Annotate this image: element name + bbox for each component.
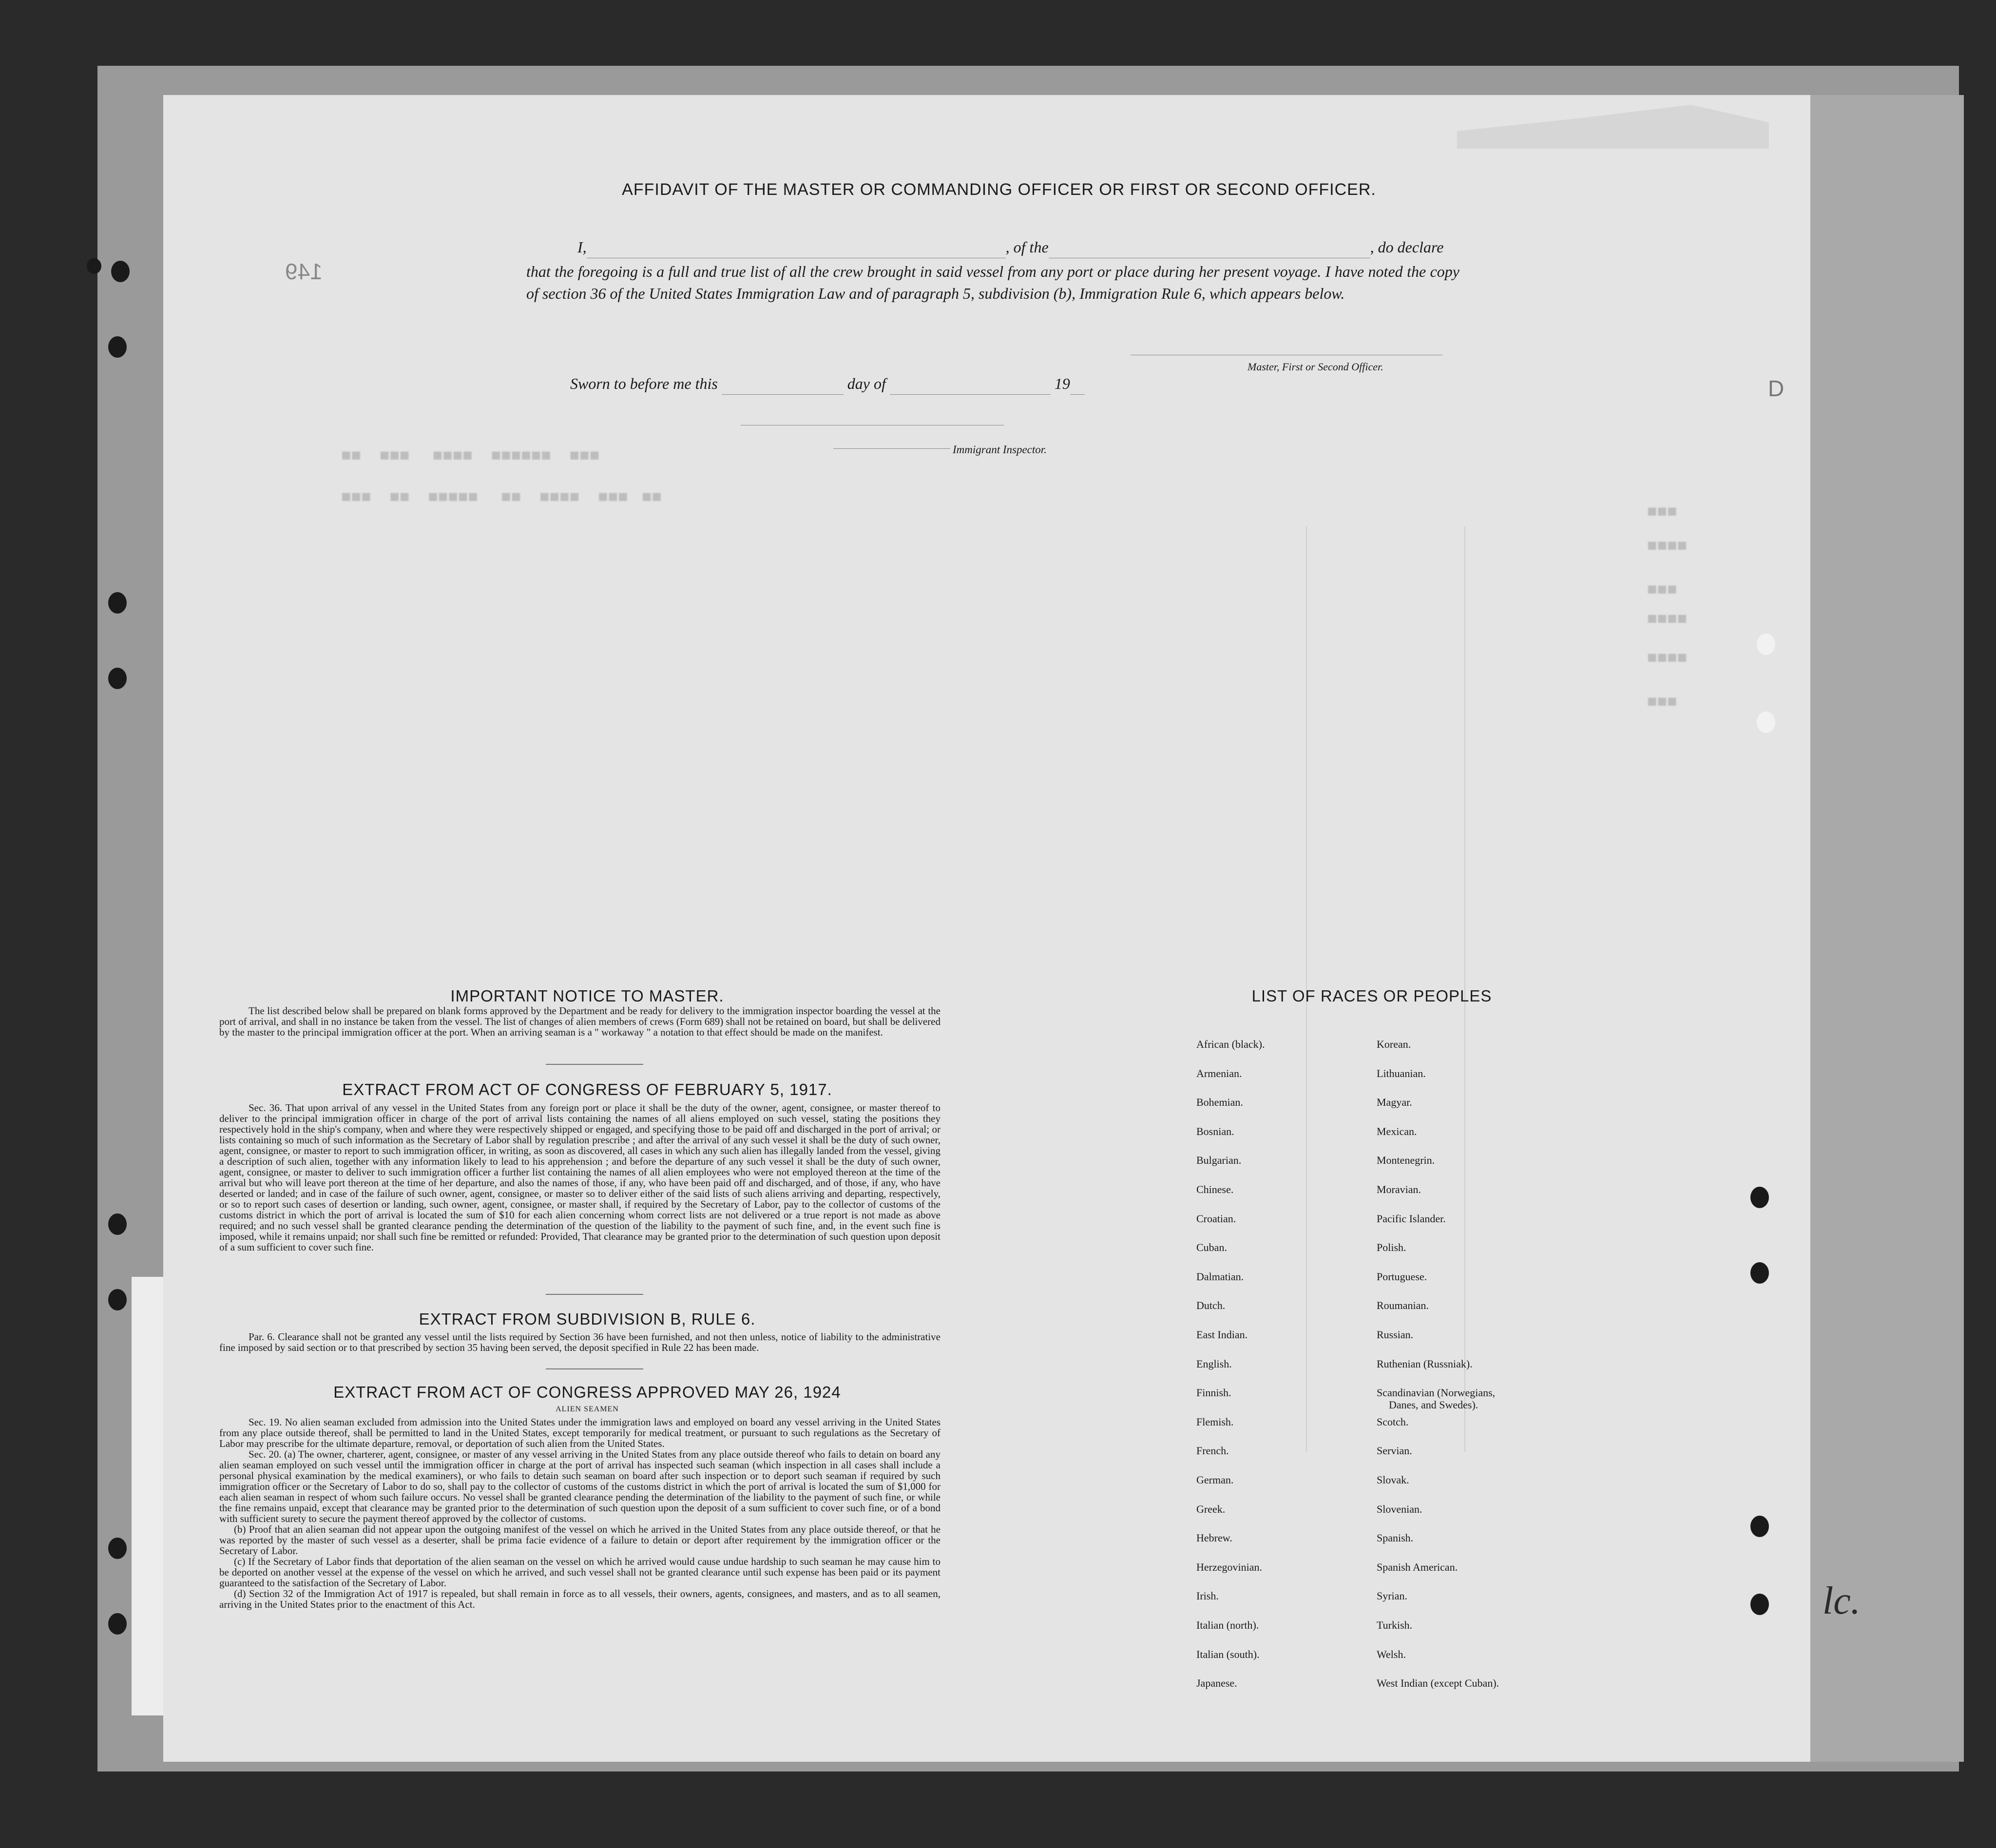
race-item: Pacific Islander. xyxy=(1377,1213,1446,1225)
race-item: Ruthenian (Russniak). xyxy=(1377,1358,1473,1370)
sworn-label: Sworn to before me this xyxy=(570,375,718,392)
race-item: Cuban. xyxy=(1196,1241,1227,1253)
race-item: Roumanian. xyxy=(1377,1299,1429,1311)
race-item: Moravian. xyxy=(1377,1183,1421,1195)
race-item: Welsh. xyxy=(1377,1648,1406,1660)
race-item: Armenian. xyxy=(1196,1067,1242,1079)
race-item: Greek. xyxy=(1196,1503,1226,1515)
binding-hole xyxy=(108,1613,127,1635)
race-item: Italian (north). xyxy=(1196,1619,1259,1631)
sec20c-paragraph: (c) If the Secretary of Labor finds that deportation of the alien seaman on the vessel on which he arrived would cause undue hardship to such seaman he may cause him to be deported on another vessel at the expense of the vessel on which he arrived, and such vessel shall not be granted clearance until such expense has been paid or its payment guaranteed to the satisfaction of the Secretary of Labor. xyxy=(219,1556,940,1589)
sec20d-paragraph: (d) Section 32 of the Immigration Act of 1917 is repealed, but shall remain in force as to all vessels, their owners, agents, consignees, and masters, and as to all seamen, arriving in the United States prior to the enactment of this Act. xyxy=(219,1588,940,1610)
punch-hole xyxy=(1757,634,1775,655)
string-knot xyxy=(87,258,101,274)
year-prefix: 19 xyxy=(1054,375,1070,392)
punch-hole xyxy=(1750,1262,1769,1284)
race-item: Turkish. xyxy=(1377,1619,1413,1631)
race-item: Polish. xyxy=(1377,1241,1406,1253)
race-item: German. xyxy=(1196,1474,1234,1486)
affidavit-body: that the foregoing is a full and true list of all the crew brought in said vessel from any port or place during her present voyage. I have noted the copy of section 36 of the United States Immigration Law and of paragraph 5, subdivision (b), Immigration Rule 6, which appears below. xyxy=(526,263,1459,302)
race-item: Mexican. xyxy=(1377,1125,1417,1137)
race-item: Scandinavian (Norwegians, xyxy=(1377,1386,1496,1399)
inspector-label: Immigrant Inspector. xyxy=(953,443,1047,456)
race-item: Slovak. xyxy=(1377,1474,1409,1486)
extract-rule6-title: EXTRACT FROM SUBDIVISION B, RULE 6. xyxy=(419,1310,756,1328)
of-the-label: , of the xyxy=(1005,238,1049,256)
race-item: Dutch. xyxy=(1196,1299,1226,1311)
bleed-through-text: ■■ ■■■ ■■■■ ■■■■■■ ■■■ xyxy=(341,446,600,464)
sec20b-paragraph: (b) Proof that an alien seaman did not appear upon the outgoing manifest of the vessel on which he arrived in the United States from any place outside thereof, or that he was reported by the master of such vessel as a deserter, shall be prima facie evidence of a failure to detain or deport after requirement by the immigration officer or the Secretary of Labor. xyxy=(219,1523,940,1557)
bleed-through-text: ■■■■ xyxy=(1647,609,1688,628)
race-item: Magyar. xyxy=(1377,1096,1412,1108)
race-item: English. xyxy=(1196,1358,1232,1370)
punch-hole xyxy=(1750,1594,1769,1615)
race-item: Russian. xyxy=(1377,1328,1414,1341)
race-item: Irish. xyxy=(1196,1590,1219,1602)
race-item: Spanish. xyxy=(1377,1532,1414,1544)
race-item: Croatian. xyxy=(1196,1213,1236,1225)
race-item: Montenegrin. xyxy=(1377,1154,1435,1166)
race-item: Japanese. xyxy=(1196,1677,1237,1689)
sworn-day-blank[interactable] xyxy=(722,394,844,395)
race-item: West Indian (except Cuban). xyxy=(1377,1677,1499,1689)
race-item: Chinese. xyxy=(1196,1183,1234,1195)
page-number: 149 xyxy=(285,259,323,284)
binding-hole xyxy=(108,592,127,614)
race-item: Italian (south). xyxy=(1196,1648,1260,1660)
race-item: Lithuanian. xyxy=(1377,1067,1426,1079)
binding-hole xyxy=(108,1213,127,1235)
inspector-signature-line-2[interactable] xyxy=(833,448,950,449)
race-item: Slovenian. xyxy=(1377,1503,1422,1515)
sworn-line xyxy=(570,373,1085,395)
handwritten-mark: lc. xyxy=(1823,1579,1861,1622)
race-item: Herzegovinian. xyxy=(1196,1561,1262,1573)
punch-hole xyxy=(1750,1516,1769,1537)
sec20a-paragraph: Sec. 20. (a) The owner, charterer, agent, consignee, or master of any vessel arriving in the United States from any place outside thereof who fails to detain on board any alien seaman employed on such vessel until the immigration officer in charge at the port of arrival has inspected such seaman (which inspection in all cases shall include a personal physical examination by the medical examiners), or who fails to detain such seaman on board after such inspection or to deport such seaman if required by such immigration officer or the Secretary of Labor to do so, shall pay to the collector of customs of the customs district in which the port of arrival is located the sum of $1,000 for each alien seaman in respect of whom such failure occurs. No vessel shall be granted clearance pending the determination of the liability to the payment of such fine, or while the fine remains unpaid, except that clearance may be granted prior to the determination of such question upon the deposit of a sum sufficient to cover such fine, or of a bond with sufficient surety to secure the payment thereof approved by the collector of customs. xyxy=(219,1448,940,1524)
race-item-continuation: Danes, and Swedes). xyxy=(1389,1399,1478,1411)
master-signature-label: Master, First or Second Officer. xyxy=(1248,361,1383,373)
races-title: LIST OF RACES OR PEOPLES xyxy=(1251,987,1492,1005)
margin-letter: D xyxy=(1768,376,1785,401)
punch-hole xyxy=(1750,1187,1769,1208)
sec19-paragraph: Sec. 19. No alien seaman excluded from admission into the United States under the immigration laws and employed on board any vessel arriving in the United States from any place outside thereof, shall be permitted to land in the United States, except temporarily for medical treatment, or pursuant to such regulations as the Secretary of Labor may prescribe for the ultimate departure, removal, or deportation of such alien from the United States. xyxy=(219,1416,940,1449)
race-item: Flemish. xyxy=(1196,1416,1234,1428)
notice-title: IMPORTANT NOTICE TO MASTER. xyxy=(450,987,724,1005)
extract-1917-body: Sec. 36. That upon arrival of any vessel in the United States from any foreign port or place it shall be the duty of the owner, agent, consignee, or master thereof to deliver to the principal immigration officer in charge of the port of arrival lists containing the names of all aliens employed on such vessel, stating the positions they respectively hold in the ship's company, when and where they were respectively shipped or engaged, and specifying those to be paid off and discharged in the port of arrival; or lists containing so much of such information as the Secretary of Labor shall by regulation prescribe ; and after the arrival of any such vessel it shall be the duty of such owner, agent, consignee, or master to report to such immigration officer, in writing, as soon as discovered, all cases in which any such alien has illegally landed from the vessel, giving a description of such alien, together with any information likely to lead to his apprehension ; and before the departure of any such vessel it shall be the duty of such owner, agent, consignee, or master to deliver to such immigration officer a further list containing the names of all alien employees who were not employed thereon at the time of the arrival but who will leave port thereon at the time of her departure, and also the names of those, if any, who have been paid off and discharged, and of those, if any, who have deserted or landed; and in case of the failure of such owner, agent, consignee, or master so to deliver either of the said lists of such aliens arriving and departing, respectively, or so to report such cases of desertion or landing, such owner, agent, consignee, or master shall, if required by the Secretary of Labor, pay to the collector of customs of the customs district in which the port of arrival is located the sum of $10 for each alien concerning whom correct lists are not delivered or a true report is not made as above required; and no such vessel shall be granted clearance pending the determination of the question of the liability to the payment of such fine, and, in the event such fine is imposed, while it remains unpaid; nor shall such fine be remitted or refunded: Provided, That clearance may be granted prior to the determination of such question upon deposit of a sum sufficient to cover such fine. xyxy=(219,1102,940,1253)
race-item: Bohemian. xyxy=(1196,1096,1243,1108)
race-item: East Indian. xyxy=(1196,1328,1248,1341)
divider xyxy=(546,1294,643,1295)
bleed-through-text: ■■■ xyxy=(1647,580,1677,598)
bleed-through-text: ■■■ xyxy=(1647,692,1677,711)
i-label: I, xyxy=(577,238,587,256)
extract-1917-title: EXTRACT FROM ACT OF CONGRESS OF FEBRUARY 5, 1917. xyxy=(342,1080,832,1098)
affidavit-title: AFFIDAVIT OF THE MASTER OR COMMANDING OFFICER OR FIRST OR SECOND OFFICER. xyxy=(622,180,1376,199)
race-item: Hebrew. xyxy=(1196,1532,1232,1544)
sworn-month-blank[interactable] xyxy=(890,394,1051,395)
bleed-through-text: ■■■ ■■ ■■■■■ ■■ ■■■■ ■■■ ■■ xyxy=(341,487,662,506)
notice-body: The list described below shall be prepared on blank forms approved by the Department and be ready for delivery to the immigration inspector boarding the vessel at the port of arrival, and shall in no instance be taken from the vessel. The list of changes of alien members of crews (Form 689) shall not be retained on board, but shall be delivered by the master to the principal immigration officer at the port. When an arriving seaman is a " workaway " a notation to that effect should be made on the manifest. xyxy=(219,1005,940,1038)
day-of-label: day of xyxy=(847,375,886,392)
race-item: Finnish. xyxy=(1196,1386,1231,1399)
race-item: Portuguese. xyxy=(1377,1270,1427,1283)
bleed-through-text: ■■■■ xyxy=(1647,536,1688,555)
bleed-through-text: ■■■■ xyxy=(1647,648,1688,667)
race-item: Servian. xyxy=(1377,1444,1412,1457)
binding-hole xyxy=(108,668,127,689)
declare-label: , do declare xyxy=(1370,238,1444,256)
extract-1924-title: EXTRACT FROM ACT OF CONGRESS APPROVED MAY 26, 1924 xyxy=(333,1383,841,1401)
binding-hole xyxy=(108,1538,127,1559)
binding-hole xyxy=(108,1289,127,1310)
binding-hole xyxy=(111,261,130,282)
bleed-through-text: ■■■ xyxy=(1647,502,1677,520)
race-item: Scotch. xyxy=(1377,1416,1409,1428)
extract-rule6-body: Par. 6. Clearance shall not be granted any vessel until the lists required by Section 36 have been furnished, and not then unless, notice of liability to the administrative fine imposed by said section or to that prescribed by section 35 having been served, the deposit specified in Rule 22 has been made. xyxy=(219,1331,940,1353)
extract-1924-body xyxy=(219,1417,940,1610)
extract-1924-subtitle: ALIEN SEAMEN xyxy=(556,1405,619,1413)
race-item: African (black). xyxy=(1196,1038,1265,1050)
binding-hole xyxy=(108,336,127,358)
race-item: Korean. xyxy=(1377,1038,1411,1050)
year-blank[interactable] xyxy=(1070,394,1085,395)
race-item: Spanish American. xyxy=(1377,1561,1458,1573)
race-item: Syrian. xyxy=(1377,1590,1407,1602)
divider xyxy=(546,1368,643,1369)
race-item: Bosnian. xyxy=(1196,1125,1234,1137)
race-item: French. xyxy=(1196,1444,1229,1457)
divider xyxy=(546,1064,643,1065)
affidavit-line1 xyxy=(526,236,1462,258)
race-item: Dalmatian. xyxy=(1196,1270,1244,1283)
race-item: Bulgarian. xyxy=(1196,1154,1242,1166)
punch-hole xyxy=(1757,712,1775,733)
